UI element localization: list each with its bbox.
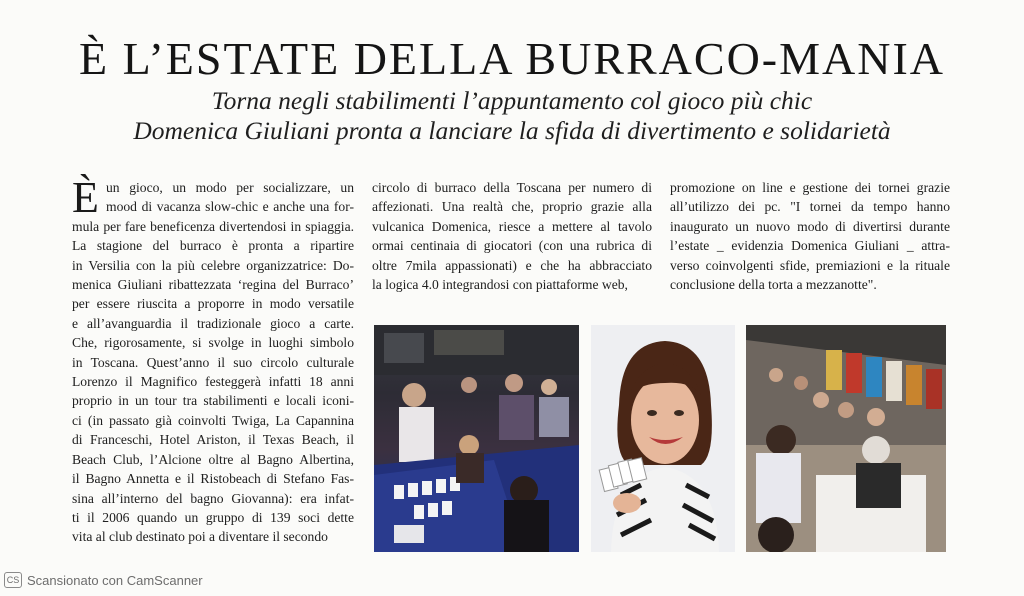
article-column-2: [372, 178, 652, 294]
article-text-line: conclusione della torta a mezzanotte".: [670, 277, 877, 293]
article-column-1: [72, 173, 354, 547]
burraco-tables-evening-photo: [374, 325, 579, 552]
article-text-line: l’estate _ evidenzia Domenica Giuliani _ attra-: [670, 238, 950, 254]
subtitle-line: Torna negli stabilimenti l’appuntamento col gioco più chic: [211, 86, 813, 115]
article-text-line: inaugurato un nuovo modo di divertirsi durante: [670, 218, 950, 234]
article-text-line: circolo di burraco della Toscana per numero di: [372, 180, 652, 195]
article-text-line: la logica 4.0 integrandosi con piattaforme web,: [372, 277, 628, 293]
camscanner-logo-icon: CS: [4, 572, 22, 588]
burraco-players-outdoor-photo: [746, 325, 946, 552]
article-subtitle: [0, 86, 1024, 146]
article-text-line: per essere riuscita a proporre in modo versatile: [72, 296, 354, 312]
article-text-line: proprio in un tour tra stabilimenti e locali iconi-: [72, 393, 354, 409]
article-text-line: ci (in passato già coinvolti Twiga, La Capannina: [72, 412, 354, 428]
article-text-line: sina all’interno del bagno Giovanna): era infat-: [72, 490, 354, 506]
article-text-line: verso coinvolgenti sfide, premiazioni e la rituale: [670, 257, 950, 273]
article-text-line: di Franceschi, Hotel Ariston, il Texas Beach, il: [72, 432, 354, 448]
article-text-line: all’utilizzo dei pc. "I tornei da tempo hanno: [670, 199, 950, 215]
article-text-line: mood di vacanza slow-chic e anche una for-: [106, 199, 354, 215]
article-text-line: affezionati. Una realtà che, proprio grazie alla: [372, 199, 652, 215]
article-text-line: vita al club destinato poi a diventare il secondo: [72, 529, 328, 545]
domenica-giuliani-portrait-photo: [591, 325, 735, 552]
article-text-line: e all’avanguardia il tradizionale gioco a carte.: [72, 315, 354, 331]
article-text-line: oltre 7mila appassionati) e che ha abbracciato: [372, 257, 652, 273]
article-text-line: in Toscana. Quest’anno il suo circolo culturale: [72, 354, 354, 370]
article-text-line: mula per fare beneficenza divertendosi in spiaggia.: [72, 218, 354, 234]
article-text-line: promozione on line e gestione dei tornei grazie: [670, 180, 950, 195]
article-text-line: La stagione del burraco è pronta a ripartire: [72, 238, 354, 254]
article-text-line: Lorenzo il Magnifico festeggerà infatti 18 anni: [72, 374, 354, 390]
article-text-line: menica Giuliani ribattezzata ‘regina del Burraco’: [72, 277, 354, 293]
article-headline: È L’ESTATE DELLA BURRACO-MANIA: [79, 33, 945, 84]
subtitle-line: Domenica Giuliani pronta a lanciare la sfida di divertimento e solidarietà: [133, 116, 891, 145]
article-text-line: Beach Club, l’Alcione oltre al Bagno Albertina,: [72, 451, 354, 467]
article-text-line: il Bagno Annetta e il Ristobeach di Stefano Fas-: [72, 471, 354, 487]
article-text-line: un gioco, un modo per socializzare, un: [106, 180, 354, 195]
article-text-line: vulcanica Domenica, riesce a mettere al tavolo: [372, 218, 652, 234]
article-column-3: [670, 178, 950, 294]
article-text-line: in Versilia con la più celebre organizzatrice: Do-: [72, 257, 354, 273]
drop-cap: È: [72, 173, 99, 222]
article-text-line: ormai centinaia di giocatori (con una rubrica di: [372, 238, 652, 254]
scanner-footer-text: Scansionato con CamScanner: [27, 572, 203, 588]
article-text-line: ti il 2006 quando un gruppo di 139 soci dette: [72, 509, 354, 525]
scanner-footer: [4, 572, 203, 588]
article-text-line: Che, rigorosamente, si svolge in luoghi simbolo: [72, 335, 354, 351]
